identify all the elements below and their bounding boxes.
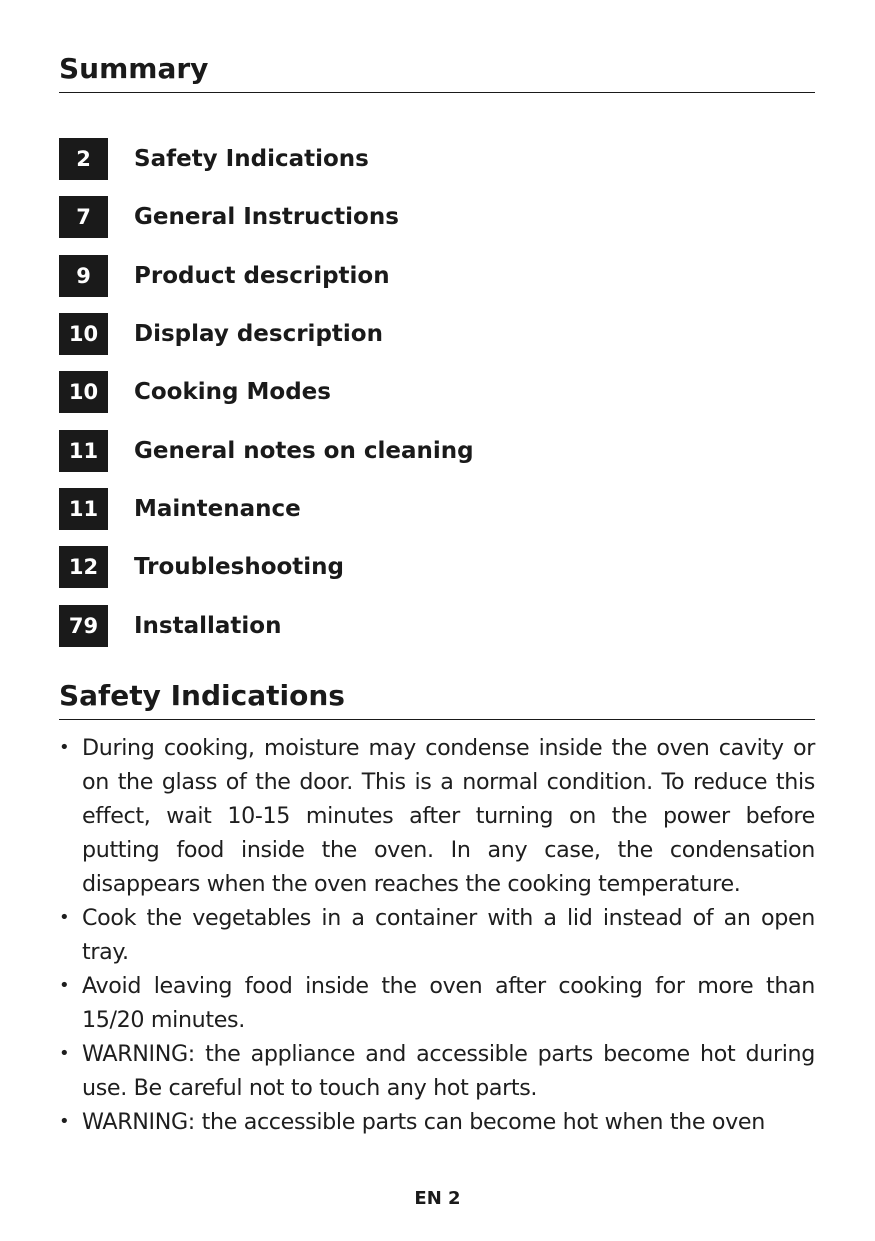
toc-page-number: 10 — [59, 371, 108, 413]
list-item — [59, 731, 815, 901]
list-item — [59, 901, 815, 969]
toc-item[interactable] — [59, 130, 815, 188]
toc-item[interactable] — [59, 421, 815, 479]
toc-page-number: 12 — [59, 546, 108, 588]
safety-bullet-list — [59, 731, 815, 1139]
toc-item[interactable] — [59, 596, 815, 654]
toc-label: Maintenance — [134, 495, 301, 522]
bullet-icon: • — [59, 975, 70, 996]
toc-label: General Instructions — [134, 204, 399, 231]
bullet-icon: • — [59, 1111, 70, 1132]
safety-title: Safety Indications — [59, 682, 815, 720]
toc-item[interactable] — [59, 480, 815, 538]
toc-page-number: 11 — [59, 488, 108, 530]
bullet-icon: • — [59, 737, 70, 758]
toc-label: Display description — [134, 321, 383, 348]
toc-item[interactable] — [59, 305, 815, 363]
bullet-text: WARNING: the appliance and accessible parts become hot during use. Be careful not to touch any hot parts. — [82, 1041, 815, 1101]
bullet-text: WARNING: the accessible parts can become hot when the oven — [82, 1109, 765, 1135]
toc-label: Product description — [134, 262, 390, 289]
toc-label: Safety Indications — [134, 146, 369, 173]
bullet-text: During cooking, moisture may condense inside the oven cavity or on the glass of the door. This is a normal condition. To reduce this effect, wait 10-15 minutes after turning on the power before putting food inside the oven. In any case, the condensation disappears when the oven reaches the cooking temperature. — [82, 735, 815, 897]
toc-page-number: 79 — [59, 605, 108, 647]
toc-label: General notes on cleaning — [134, 437, 474, 464]
page-number-footer: EN 2 — [414, 1188, 461, 1209]
bullet-text: Cook the vegetables in a container with a lid instead of an open tray. — [82, 905, 815, 965]
toc-item[interactable] — [59, 247, 815, 305]
toc-item[interactable] — [59, 538, 815, 596]
toc-page-number: 10 — [59, 313, 108, 355]
bullet-icon: • — [59, 1043, 70, 1064]
bullet-icon: • — [59, 907, 70, 928]
toc-label: Cooking Modes — [134, 379, 331, 406]
toc-page-number: 11 — [59, 430, 108, 472]
table-of-contents — [59, 130, 815, 655]
list-item — [59, 969, 815, 1037]
list-item — [59, 1105, 815, 1139]
summary-title: Summary — [59, 55, 815, 93]
toc-label: Troubleshooting — [134, 554, 345, 581]
list-item — [59, 1037, 815, 1105]
toc-label: Installation — [134, 612, 282, 639]
toc-page-number: 7 — [59, 196, 108, 238]
bullet-text: Avoid leaving food inside the oven after cooking for more than 15/20 minutes. — [82, 973, 815, 1033]
toc-item[interactable] — [59, 363, 815, 421]
toc-page-number: 9 — [59, 255, 108, 297]
toc-item[interactable] — [59, 188, 815, 246]
toc-page-number: 2 — [59, 138, 108, 180]
